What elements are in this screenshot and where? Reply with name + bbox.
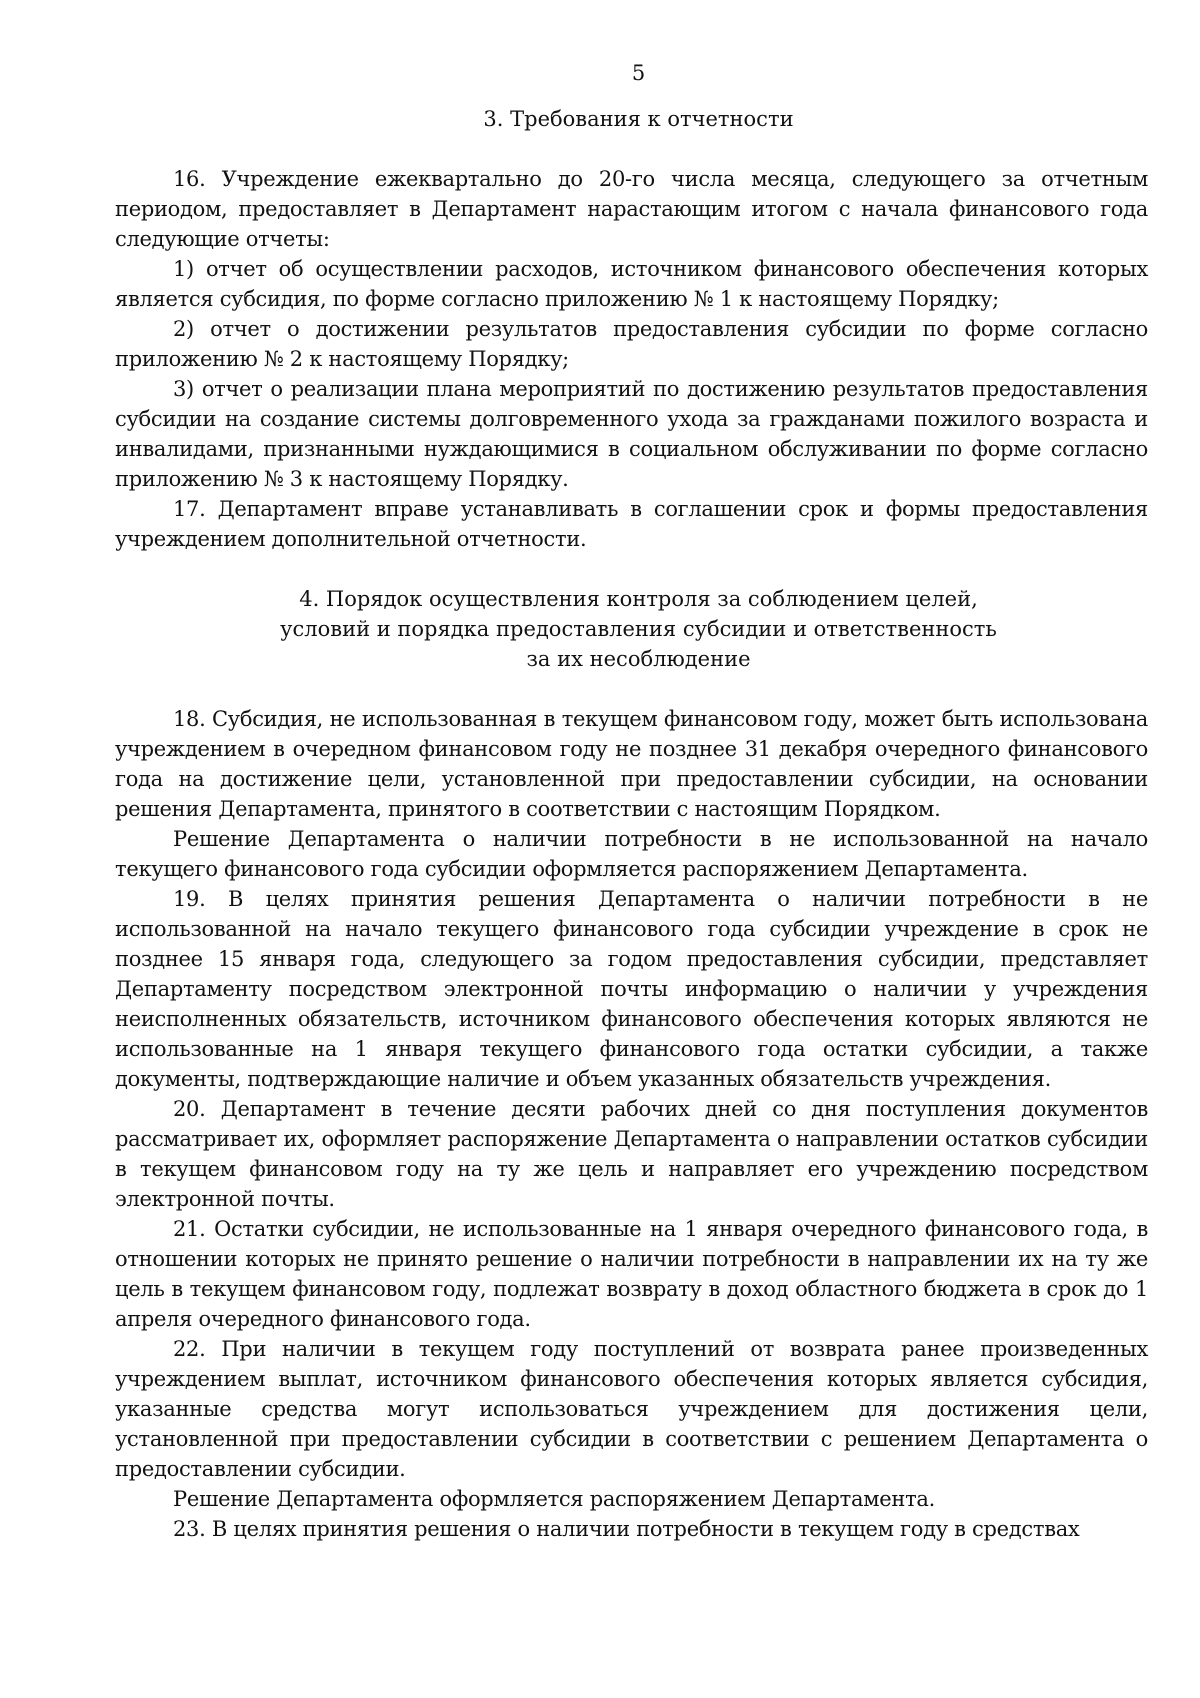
paragraph-16: 16. Учреждение ежеквартально до 20-го числа месяца, следующего за отчетным периодом, предоставляет в Департамент нарастающим итогом с начала финансового года следующие отчеты: [115,167,1148,251]
paragraph-18: 18. Субсидия, не использованная в текущем финансовом году, может быть использована учреждением в очередном финансовом году не позднее 31 декабря очередного финансового года на достижение цели, установленной при предоставлении субсидии, на основании решения Департамента, принятого в соответствии с настоящим Порядком. [115,707,1148,821]
paragraph-17: 17. Департамент вправе устанавливать в соглашении срок и формы предоставления учреждением дополнительной отчетности. [115,497,1148,551]
paragraph-22: 22. При наличии в текущем году поступлений от возврата ранее произведенных учреждением выплат, источником финансового обеспечения которых является субсидия, указанные средства могут использоваться учреждением для достижения цели, установленной при предоставлении субсидии в соответствии с решением Департамента о предоставлении субсидии. [115,1337,1148,1481]
paragraph-18-decision: Решение Департамента о наличии потребности в не использованной на начало текущего финансового года субсидии оформляется распоряжением Департамента. [115,827,1148,881]
section-4-title [115,584,1148,674]
paragraph-16-item-1: 1) отчет об осуществлении расходов, источником финансового обеспечения которых является субсидия, по форме согласно приложению № 1 к настоящему Порядку; [115,257,1148,311]
section-4-body [115,704,1148,1544]
paragraph-20: 20. Департамент в течение десяти рабочих дней со дня поступления документов рассматривает их, оформляет распоряжение Департамента о направлении остатков субсидии в текущем финансовом году на ту же цель и направляет его учреждению посредством электронной почты. [115,1097,1148,1211]
section-4-title-line-3: за их несоблюдение [526,647,751,671]
paragraph-16-item-3: 3) отчет о реализации плана мероприятий по достижению результатов предоставления субсидии на создание системы долговременного ухода за гражданами пожилого возраста и инвалидами, признанными нуждающимися в социальном обслуживании по форме согласно приложению № 3 к настоящему Порядку. [115,377,1148,491]
page-number: 5 [631,61,646,85]
section-4-title-line-1: 4. Порядок осуществления контроля за соблюдением целей, [299,587,978,611]
paragraph-21: 21. Остатки субсидии, не использованные на 1 января очередного финансового года, в отношении которых не принято решение о наличии потребности в направлении их на ту же цель в текущем финансовом году, подлежат возврату в доход областного бюджета в срок до 1 апреля очередного финансового года. [115,1217,1148,1331]
section-3-title: 3. Требования к отчетности [483,107,794,131]
paragraph-23: 23. В целях принятия решения о наличии потребности в текущем году в средствах [173,1517,1080,1541]
paragraph-16-item-2: 2) отчет о достижении результатов предоставления субсидии по форме согласно приложению № 2 к настоящему Порядку; [115,317,1148,371]
section-3-body [115,164,1148,554]
paragraph-19: 19. В целях принятия решения Департамента о наличии потребности в не использованной на начало текущего финансового года субсидии учреждение в срок не позднее 15 января года, следующего за годом предоставления субсидии, представляет Департаменту посредством электронной почты информацию о наличии у учреждения неисполненных обязательств, источником финансового обеспечения которых являются не использованные на 1 января текущего финансового года остатки субсидии, а также документы, подтверждающие наличие и объем указанных обязательств учреждения. [115,887,1148,1091]
paragraph-22-decision: Решение Департамента оформляется распоряжением Департамента. [173,1487,935,1511]
section-4-title-line-2: условий и порядка предоставления субсидии и ответственность [280,617,997,641]
